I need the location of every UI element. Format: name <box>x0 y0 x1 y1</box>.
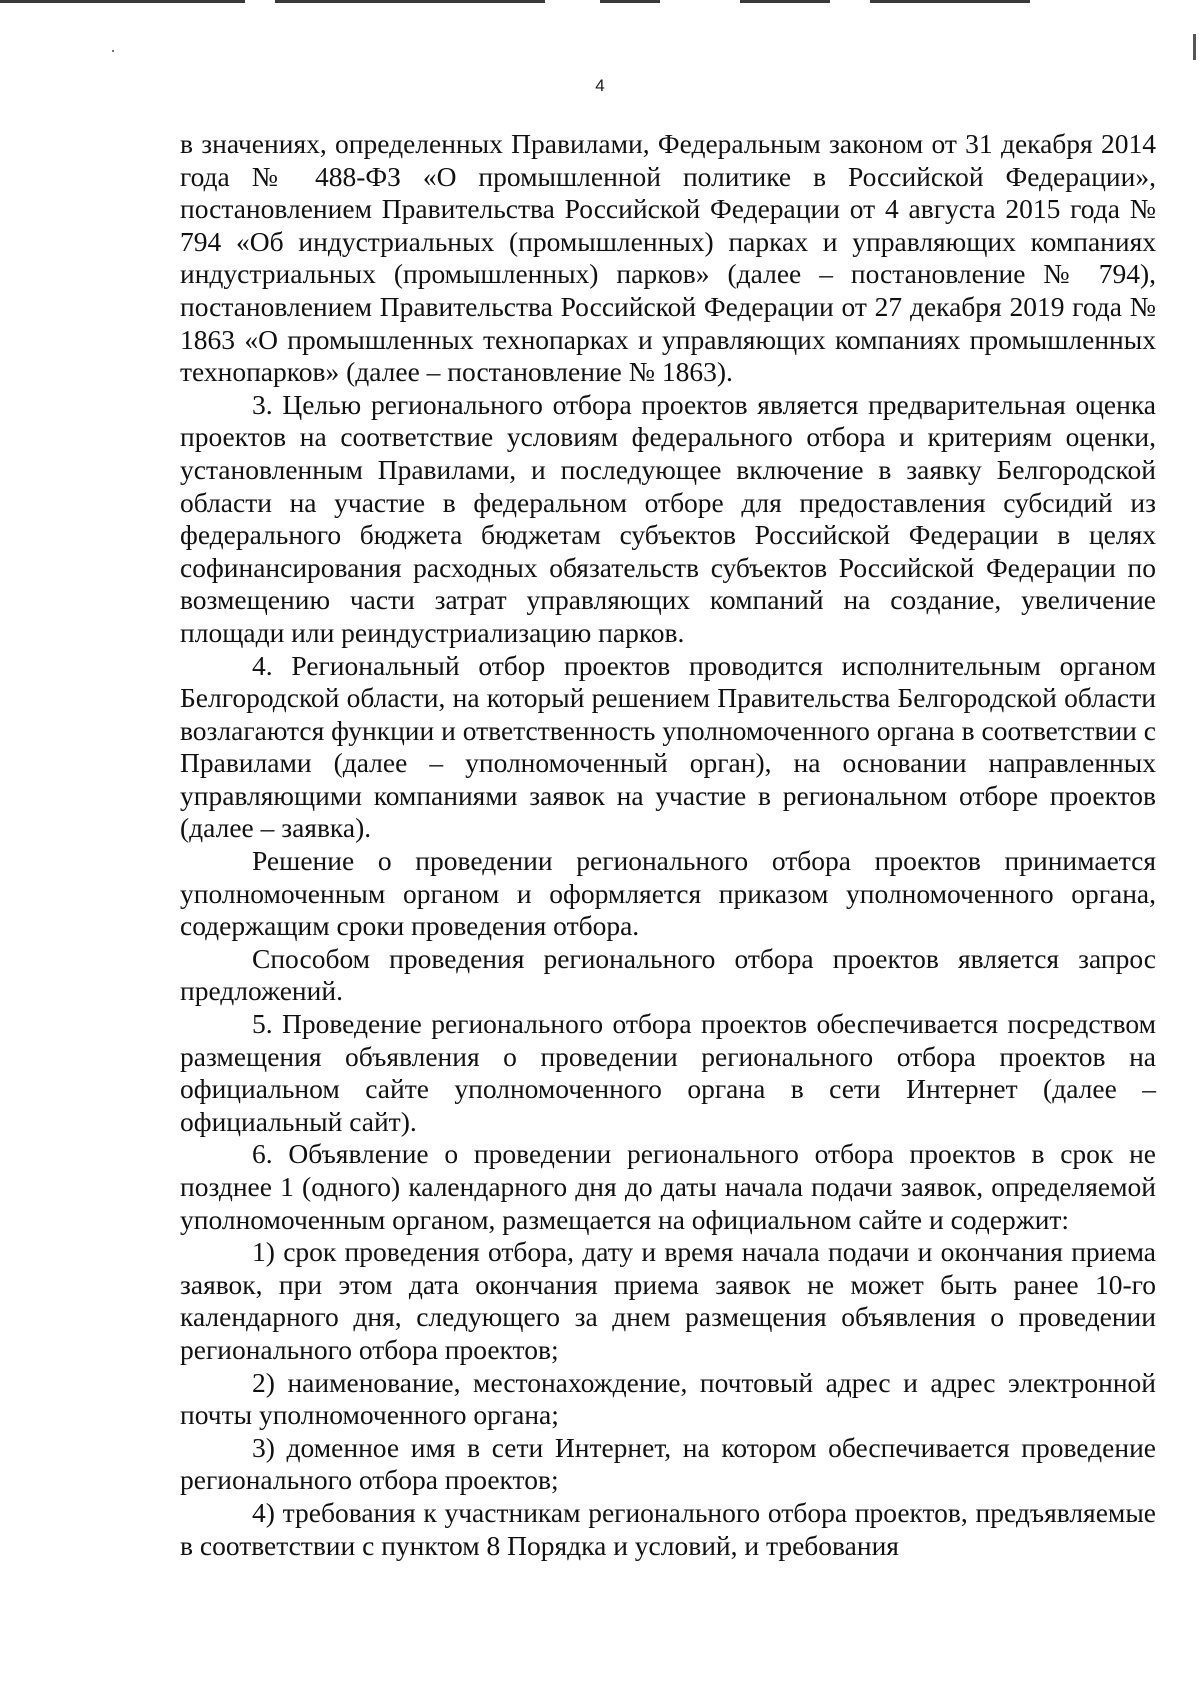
list-item-4: 4) требования к участникам регионального отбора проектов, предъявляемые в соответствии с пунктом 8 Порядка и условий, и требования <box>180 1496 1156 1561</box>
paragraph-method: Способом проведения регионального отбора проектов является запрос предложений. <box>180 942 1156 1007</box>
list-item-3: 3) доменное имя в сети Интернет, на котором обеспечивается проведение регионального отбора проектов; <box>180 1431 1156 1496</box>
paragraph-continuation: в значениях, определенных Правилами, Федеральным законом от 31 декабря 2014 года № 488-ФЗ «О промышленной политике в Российской Федерации», постановлением Правительства Российской Федерации от 4 августа 2015 года № 794 «Об индустриальных (промышленных) парках и управляющих компаниях индустриальных (промышленных) парков» (далее – постановление № 794), постановлением Правительства Российской Федерации от 27 декабря 2019 года № 1863 «О промышленных технопарках и управляющих компаниях промышленных технопарков» (далее – постановление № 1863). <box>180 128 1156 388</box>
list-item-1: 1) срок проведения отбора, дату и время начала подачи и окончания приема заявок, при этом дата окончания приема заявок не может быть ранее 10-го календарного дня, следующего за днем размещения объявления о проведении регионального отбора проектов; <box>180 1236 1156 1365</box>
scan-edge-mark <box>600 0 660 3</box>
scan-edge-mark <box>870 0 1030 3</box>
scan-speck <box>112 50 114 52</box>
scan-edge-mark <box>0 0 245 3</box>
page-number: 4 <box>595 76 605 95</box>
scan-side-mark <box>1193 34 1196 60</box>
document-body <box>180 128 1156 1562</box>
paragraph-item-5: 5. Проведение регионального отбора проектов обеспечивается посредством размещения объявления о проведении регионального отбора проектов на официальном сайте уполномоченного органа в сети Интернет (далее – официальный сайт). <box>180 1008 1156 1137</box>
list-item-2: 2) наименование, местонахождение, почтовый адрес и адрес электронной почты уполномоченного органа; <box>180 1366 1156 1431</box>
scan-edge-mark <box>740 0 830 3</box>
paragraph-item-4: 4. Региональный отбор проектов проводится исполнительным органом Белгородской области, на который решением Правительства Белгородской области возлагаются функции и ответственность уполномоченного органа в соответствии с Правилами (далее – уполномоченный орган), на основании направленных управляющими компаниями заявок на участие в региональном отборе проектов (далее – заявка). <box>180 649 1156 844</box>
paragraph-decision: Решение о проведении регионального отбора проектов принимается уполномоченным органом и оформляется приказом уполномоченного органа, содержащим сроки проведения отбора. <box>180 845 1156 942</box>
paragraph-item-6: 6. Объявление о проведении регионального отбора проектов в срок не позднее 1 (одного) календарного дня до даты начала подачи заявок, определяемой уполномоченным органом, размещается на официальном сайте и содержит: <box>180 1138 1156 1235</box>
scan-edge-mark <box>275 0 545 3</box>
paragraph-item-3: 3. Целью регионального отбора проектов является предварительная оценка проектов на соответствие условиям федерального отбора и критериям оценки, установленным Правилами, и последующее включение в заявку Белгородской области на участие в федеральном отборе для предоставления субсидий из федерального бюджета бюджетам субъектов Российской Федерации в целях софинансирования расходных обязательств субъектов Российской Федерации по возмещению части затрат управляющих компаний на создание, увеличение площади или реиндустриализацию парков. <box>180 388 1156 648</box>
